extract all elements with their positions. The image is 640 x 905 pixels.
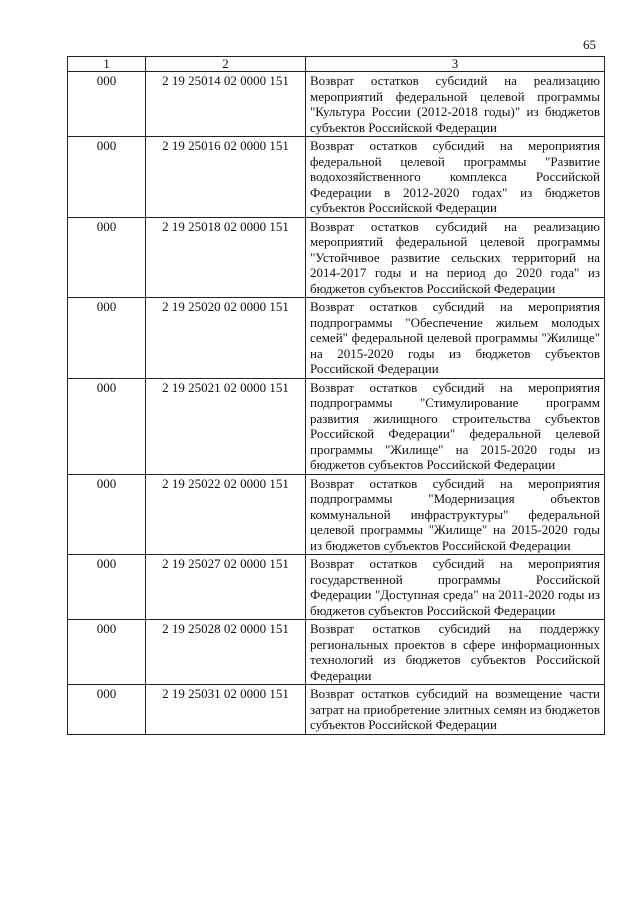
description-cell: Возврат остатков субсидий на мероприятия подпрограммы "Стимулирование программ развития жилищного строительства субъектов Российской Федерации" федеральной целевой программы "Жилище" на 2015-2020 годы из бюджетов субъектов Российской Федерации [306, 378, 605, 474]
admin-code-cell: 000 [68, 137, 146, 218]
admin-code-cell: 000 [68, 378, 146, 474]
table-row [68, 217, 605, 298]
column-header-2: 2 [146, 57, 306, 72]
table-row [68, 378, 605, 474]
description-cell: Возврат остатков субсидий на реализацию мероприятий федеральной целевой программы "Устойчивое развитие сельских территорий на 2014-2017 годы и на период до 2020 года" из бюджетов субъектов Российской Федерации [306, 217, 605, 298]
table-row [68, 474, 605, 555]
admin-code-cell: 000 [68, 298, 146, 379]
admin-code-cell: 000 [68, 72, 146, 137]
classification-code-cell: 2 19 25028 02 0000 151 [146, 620, 306, 685]
description-cell: Возврат остатков субсидий на реализацию мероприятий федеральной целевой программы "Культура России (2012-2018 годы)" из бюджетов субъектов Российской Федерации [306, 72, 605, 137]
column-header-3: 3 [306, 57, 605, 72]
admin-code-cell: 000 [68, 555, 146, 620]
description-cell: Возврат остатков субсидий на возмещение части затрат на приобретение элитных семян из бюджетов субъектов Российской Федерации [306, 685, 605, 735]
description-cell: Возврат остатков субсидий на мероприятия подпрограммы "Модернизация объектов коммунальной инфраструктуры" федеральной целевой программы "Жилище" на 2015-2020 годы из бюджетов субъектов Российской Федерации [306, 474, 605, 555]
page-number: 65 [583, 37, 596, 52]
table-row [68, 620, 605, 685]
admin-code-cell: 000 [68, 685, 146, 735]
description-cell: Возврат остатков субсидий на мероприятия подпрограммы "Обеспечение жильем молодых семей" федеральной целевой программы "Жилище" на 2015-2020 годы из бюджетов субъектов Российской Федерации [306, 298, 605, 379]
admin-code-cell: 000 [68, 620, 146, 685]
table-row [68, 137, 605, 218]
description-cell: Возврат остатков субсидий на мероприятия государственной программы Российской Федерации "Доступная среда" на 2011-2020 годы из бюджетов субъектов Российской Федерации [306, 555, 605, 620]
column-header-1: 1 [68, 57, 146, 72]
description-cell: Возврат остатков субсидий на мероприятия федеральной целевой программы "Развитие водохозяйственного комплекса Российской Федерации в 2012-2020 годах" из бюджетов субъектов Российской Федерации [306, 137, 605, 218]
table-row [68, 685, 605, 735]
classification-code-cell: 2 19 25018 02 0000 151 [146, 217, 306, 298]
classification-code-cell: 2 19 25016 02 0000 151 [146, 137, 306, 218]
classification-code-cell: 2 19 25021 02 0000 151 [146, 378, 306, 474]
budget-classification-table [67, 56, 605, 735]
admin-code-cell: 000 [68, 217, 146, 298]
classification-code-cell: 2 19 25031 02 0000 151 [146, 685, 306, 735]
admin-code-cell: 000 [68, 474, 146, 555]
classification-code-cell: 2 19 25022 02 0000 151 [146, 474, 306, 555]
classification-code-cell: 2 19 25027 02 0000 151 [146, 555, 306, 620]
table-row [68, 298, 605, 379]
classification-code-cell: 2 19 25020 02 0000 151 [146, 298, 306, 379]
table-header-row [68, 57, 605, 72]
description-cell: Возврат остатков субсидий на поддержку региональных проектов в сфере информационных технологий из бюджетов субъектов Российской Федерации [306, 620, 605, 685]
table-row [68, 72, 605, 137]
classification-code-cell: 2 19 25014 02 0000 151 [146, 72, 306, 137]
table-row [68, 555, 605, 620]
